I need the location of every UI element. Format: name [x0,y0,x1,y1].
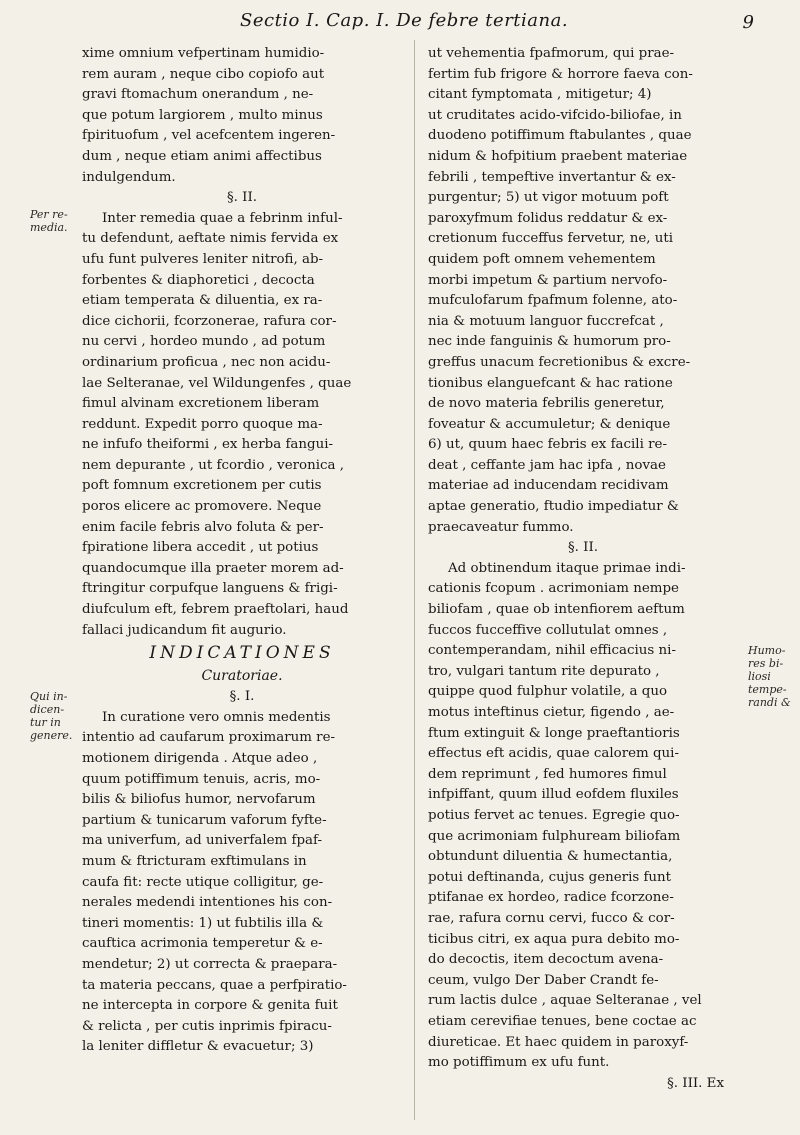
text-line: forbentes & diaphoretici , decocta [82,272,315,288]
catchword: §. III. Ex [667,1075,724,1091]
text-line: ut vehementia fpafmorum, qui prae- [428,46,675,61]
running-header [0,8,800,36]
column-divider [414,40,415,1120]
text-line: nia & motuum languor fuccrefcat , [428,313,664,329]
text-line: mufculofarum fpafmum folenne, ato- [428,293,678,309]
text-line: ut cruditates acido-vifcido-biliofae, in [428,107,682,123]
text-line: foveatur & accumuletur; & denique [428,416,671,432]
text-line: diureticae. Et haec quidem in paroxyf- [428,1034,689,1050]
margin-note-humores: Humo- res bi- liosi tempe- randi & [748,644,791,709]
text-line: rum lactis dulce , aquae Selteranae , vel [428,993,702,1009]
text-line: nidum & hofpitium praebent materiae [428,148,688,164]
text-line: rem auram , neque cibo copiofo aut [82,66,325,82]
text-line: etiam cerevifiae tenues, bene coctae ac [428,1013,697,1029]
text-line: potui deftinanda, cujus generis funt [428,869,672,885]
text-line: fertim fub frigore & horrore faeva con- [428,66,693,82]
text-line: cretionum fucceffus fervetur, ne, uti [428,231,674,247]
text-line: ftum extinguit & longe praeftantioris [428,725,680,741]
section-number: §. II. [226,190,258,206]
paragraph-5 [428,559,738,1074]
text-line: ftringitur corpufque languens & frigi- [82,581,338,597]
text-line: quidem poft omnem vehementem [428,251,656,267]
text-line: & relicta , per cutis inprimis fpiracu- [82,1018,332,1034]
text-line: rae, rafura cornu cervi, fucco & cor- [428,910,675,926]
text-line: tu defendunt, aeftate nimis fervida ex [82,231,339,247]
text-line: obtundunt diluentia & humectantia, [428,849,673,865]
text-line: etiam temperata & diluentia, ex ra- [82,293,323,309]
text-line: duodeno potiffimum ftabulantes , quae [428,128,692,144]
paragraph-1 [82,44,402,188]
text-line: contemperandam, nihil efficacius ni- [428,643,676,659]
text-line: motus inteftinus cietur, figendo , ae- [428,705,675,720]
text-line: poros elicere ac promovere. Neque [82,499,322,515]
page-number: 9 [742,12,754,33]
text-line: dum , neque etiam animi affectibus [82,148,322,164]
text-line: dice cichorii, fcorzonerae, rafura cor- [82,313,337,329]
text-line: deat , ceffante jam hac ipfa , novae [428,457,666,473]
text-line: que acrimoniam fulphuream biliofam [428,828,681,844]
text-line: motionem dirigenda . Atque adeo , [82,751,318,766]
right-column [428,44,738,1094]
text-line: diufculum eft, febrem praeftolari, haud [82,602,349,618]
text-line: paroxyfmum folidus reddatur & ex- [428,210,668,226]
text-line: mum & ftricturam exftimulans in [82,853,307,869]
text-line: morbi impetum & partium nervofo- [428,272,668,288]
text-line: ceum, vulgo Der Daber Crandt fe- [428,972,659,988]
text-line: mendetur; 2) ut correcta & praepara- [82,956,338,972]
text-line: ufu funt pulveres leniter nitrofi, ab- [82,251,324,267]
text-line: ta materia peccans, quae a perfpiratio- [82,977,347,993]
text-line: citant fymptomata , mitigetur; 4) [428,87,652,103]
text-line: quandocumque illa praeter morem ad- [82,560,344,576]
text-line: 6) ut, quum haec febris ex facili re- [428,437,667,453]
text-line: ptifanae ex hordeo, radice fcorzone- [428,890,674,906]
left-column [82,44,402,1058]
text-line: quum potiffimum tenuis, acris, mo- [82,771,321,787]
text-line: potius fervet ac tenues. Egregie quo- [428,807,680,823]
text-line: bilis & biliofus humor, nervofarum [82,792,316,808]
text-line: fallaci judicandum fit augurio. [82,622,287,638]
text-line: aptae generatio, ftudio impediatur & [428,499,679,515]
margin-note-per-remedia: Per re- media. [30,208,68,234]
text-line: intentio ad caufarum proximarum re- [82,730,336,746]
text-line: fuccos fucceffive collutulat omnes , [428,622,668,638]
text-line: biliofam , quae ob intenfiorem aeftum [428,602,685,618]
paragraph-3 [82,708,402,1058]
text-line: praecaveatur fummo. [428,519,574,535]
text-line: partium & tunicarum vaforum fyfte- [82,812,327,828]
text-line: reddunt. Expedit porro quoque ma- [82,416,323,432]
text-line: fimul alvinam excretionem liberam [82,396,320,412]
text-line: Ad obtinendum itaque primae indi- [448,560,686,576]
text-line: mo potiffimum ex ufu funt. [428,1055,610,1071]
margin-note-qui-dicendum: Qui in- dicen- tur in genere. [30,690,73,742]
text-line: nec inde fanguinis & humorum pro- [428,334,671,350]
text-line: ne infufo theiformi , ex herba fangui- [82,437,334,453]
text-line: dem reprimunt , fed humores fimul [428,766,667,782]
text-line: tionibus elanguefcant & hac ratione [428,375,673,391]
text-line: nem depurante , ut fcordio , veronica , [82,457,345,473]
text-line: la leniter diffletur & evacuetur; 3) [82,1039,314,1055]
text-line: In curatione vero omnis medentis [102,709,331,725]
running-title: Sectio I. Cap. I. De febre tertiana. [240,10,569,31]
text-line: ordinarium proficua , nec non acidu- [82,354,331,370]
paragraph-4 [428,44,738,538]
text-line: fpiratione libera accedit , ut potius [82,540,319,556]
text-line: greffus unacum fecretionibus & excre- [428,354,691,370]
text-line: ma univerfum, ad univerfalem fpaf- [82,833,322,849]
text-line: caufa fit: recte utique colligitur, ge- [82,874,324,890]
text-line: febrili , tempeftive invertantur & ex- [428,169,676,185]
section-number: §. II. [567,540,599,556]
section-number: §. I. [229,689,255,705]
text-line: indulgendum. [82,169,176,185]
text-line: poft fomnum excretionem per cutis [82,478,322,494]
text-line: enim facile febris alvo foluta & per- [82,519,324,535]
text-line: purgentur; 5) ut vigor motuum poft [428,190,669,206]
text-line: nerales medendi intentiones his con- [82,895,333,911]
text-line: de novo materia febrilis generetur, [428,396,665,412]
text-line: ticibus citri, ex aqua pura debito mo- [428,931,680,947]
text-line: infpiffant, quum illud eofdem fluxiles [428,787,679,803]
paragraph-2 [82,209,402,641]
text-line: tro, vulgari tantum rite depurato , [428,663,660,679]
text-line: lae Selteranae, vel Wildungenfes , quae [82,375,352,391]
text-line: effectus eft acidis, quae calorem qui- [428,746,679,762]
text-line: tineri momentis: 1) ut fubtilis illa & [82,915,324,931]
text-line: quippe quod fulphur volatile, a quo [428,684,668,700]
text-line: Inter remedia quae a febrinm inful- [102,210,343,226]
text-line: fpirituofum , vel acefcentem ingeren- [82,128,336,144]
section-subheading: Curatoriae. [201,668,283,685]
text-line: xime omnium vefpertinam humidio- [82,46,325,61]
text-line: que potum largiorem , multo minus [82,107,323,123]
text-line: gravi ftomachum onerandum , ne- [82,87,314,103]
text-line: cationis fcopum . acrimoniam nempe [428,581,679,597]
text-line: cauftica acrimonia temperetur & e- [82,936,323,952]
section-heading: INDICATIONES [149,643,335,664]
text-line: do decoctis, item decoctum avena- [428,952,664,968]
text-line: nu cervi , hordeo mundo , ad potum [82,334,326,350]
text-line: materiae ad inducendam recidivam [428,478,669,494]
text-line: ne intercepta in corpore & genita fuit [82,998,338,1014]
